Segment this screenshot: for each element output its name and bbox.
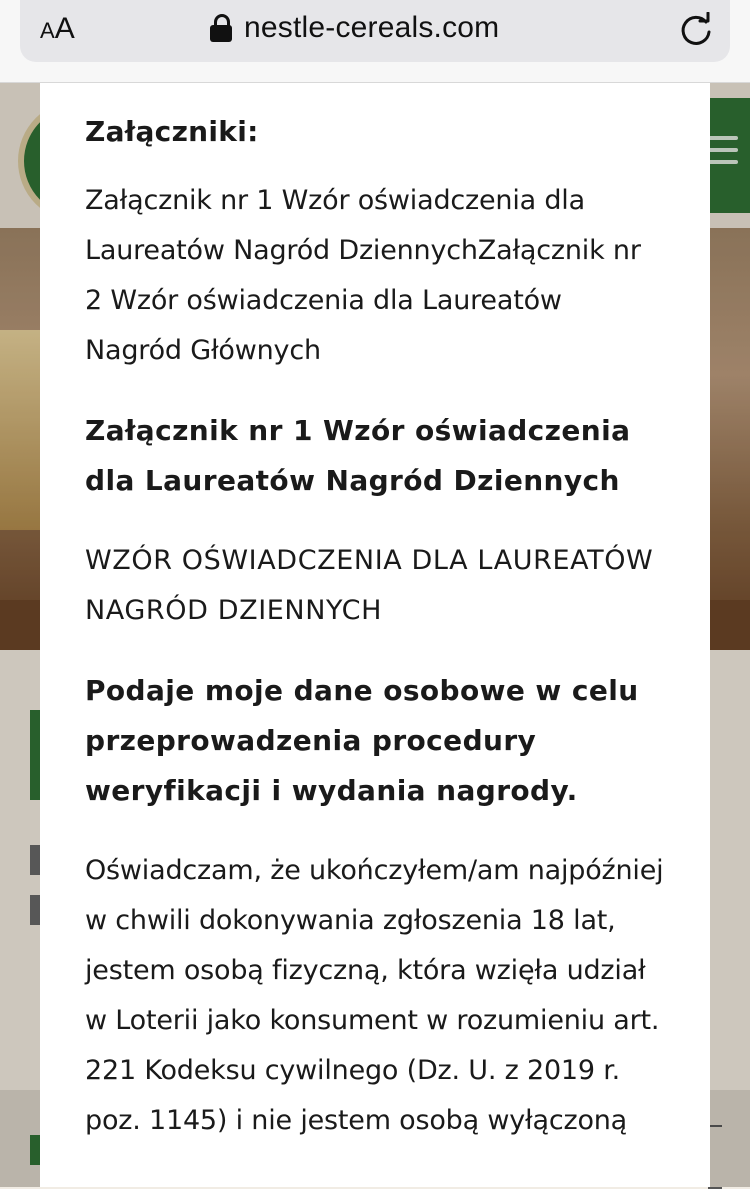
- text-size-button[interactable]: [40, 12, 75, 46]
- modal-scroll-content[interactable]: [40, 83, 710, 1146]
- attachments-modal[interactable]: [40, 83, 710, 1187]
- form-heading: WZÓR OŚWIADCZENIA DLA LAUREATÓW NAGRÓD DZIENNYCH: [85, 545, 654, 626]
- attachments-list: Załącznik nr 1 Wzór oświadczenia dla Laureatów Nagród DziennychZałącznik nr 2 Wzór oświadczenia dla Laureatów Nagród Głównych: [85, 185, 641, 366]
- attachment-heading: Załącznik nr 1 Wzór oświadczenia dla Laureatów Nagród Dziennych: [85, 414, 631, 497]
- lock-icon: [210, 13, 232, 43]
- url-display[interactable]: [210, 10, 499, 46]
- purpose-statement: Podaje moje dane osobowe w celu przeprowadzenia procedury weryfikacji i wydania nagrody.: [85, 674, 639, 807]
- text-size-large-glyph: A: [54, 12, 75, 45]
- address-bar[interactable]: [20, 0, 730, 62]
- text-size-small-glyph: A: [40, 18, 55, 43]
- url-text: nestle-cereals.com: [244, 11, 500, 44]
- declaration-text: Oświadczam, że ukończyłem/am najpóźniej w chwili dokonywania zgłoszenia 18 lat, jestem osobą fizyczną, która wzięła udział w Loterii jako konsument w rozumieniu art. 221 Kodeksu cywilnego (Dz. U. z 2019 r. poz. 1145) i nie jestem osobą wyłączoną: [85, 855, 664, 1136]
- modal-title: Załączniki:: [85, 115, 259, 148]
- browser-toolbar: [0, 0, 750, 83]
- reload-icon[interactable]: [678, 12, 714, 48]
